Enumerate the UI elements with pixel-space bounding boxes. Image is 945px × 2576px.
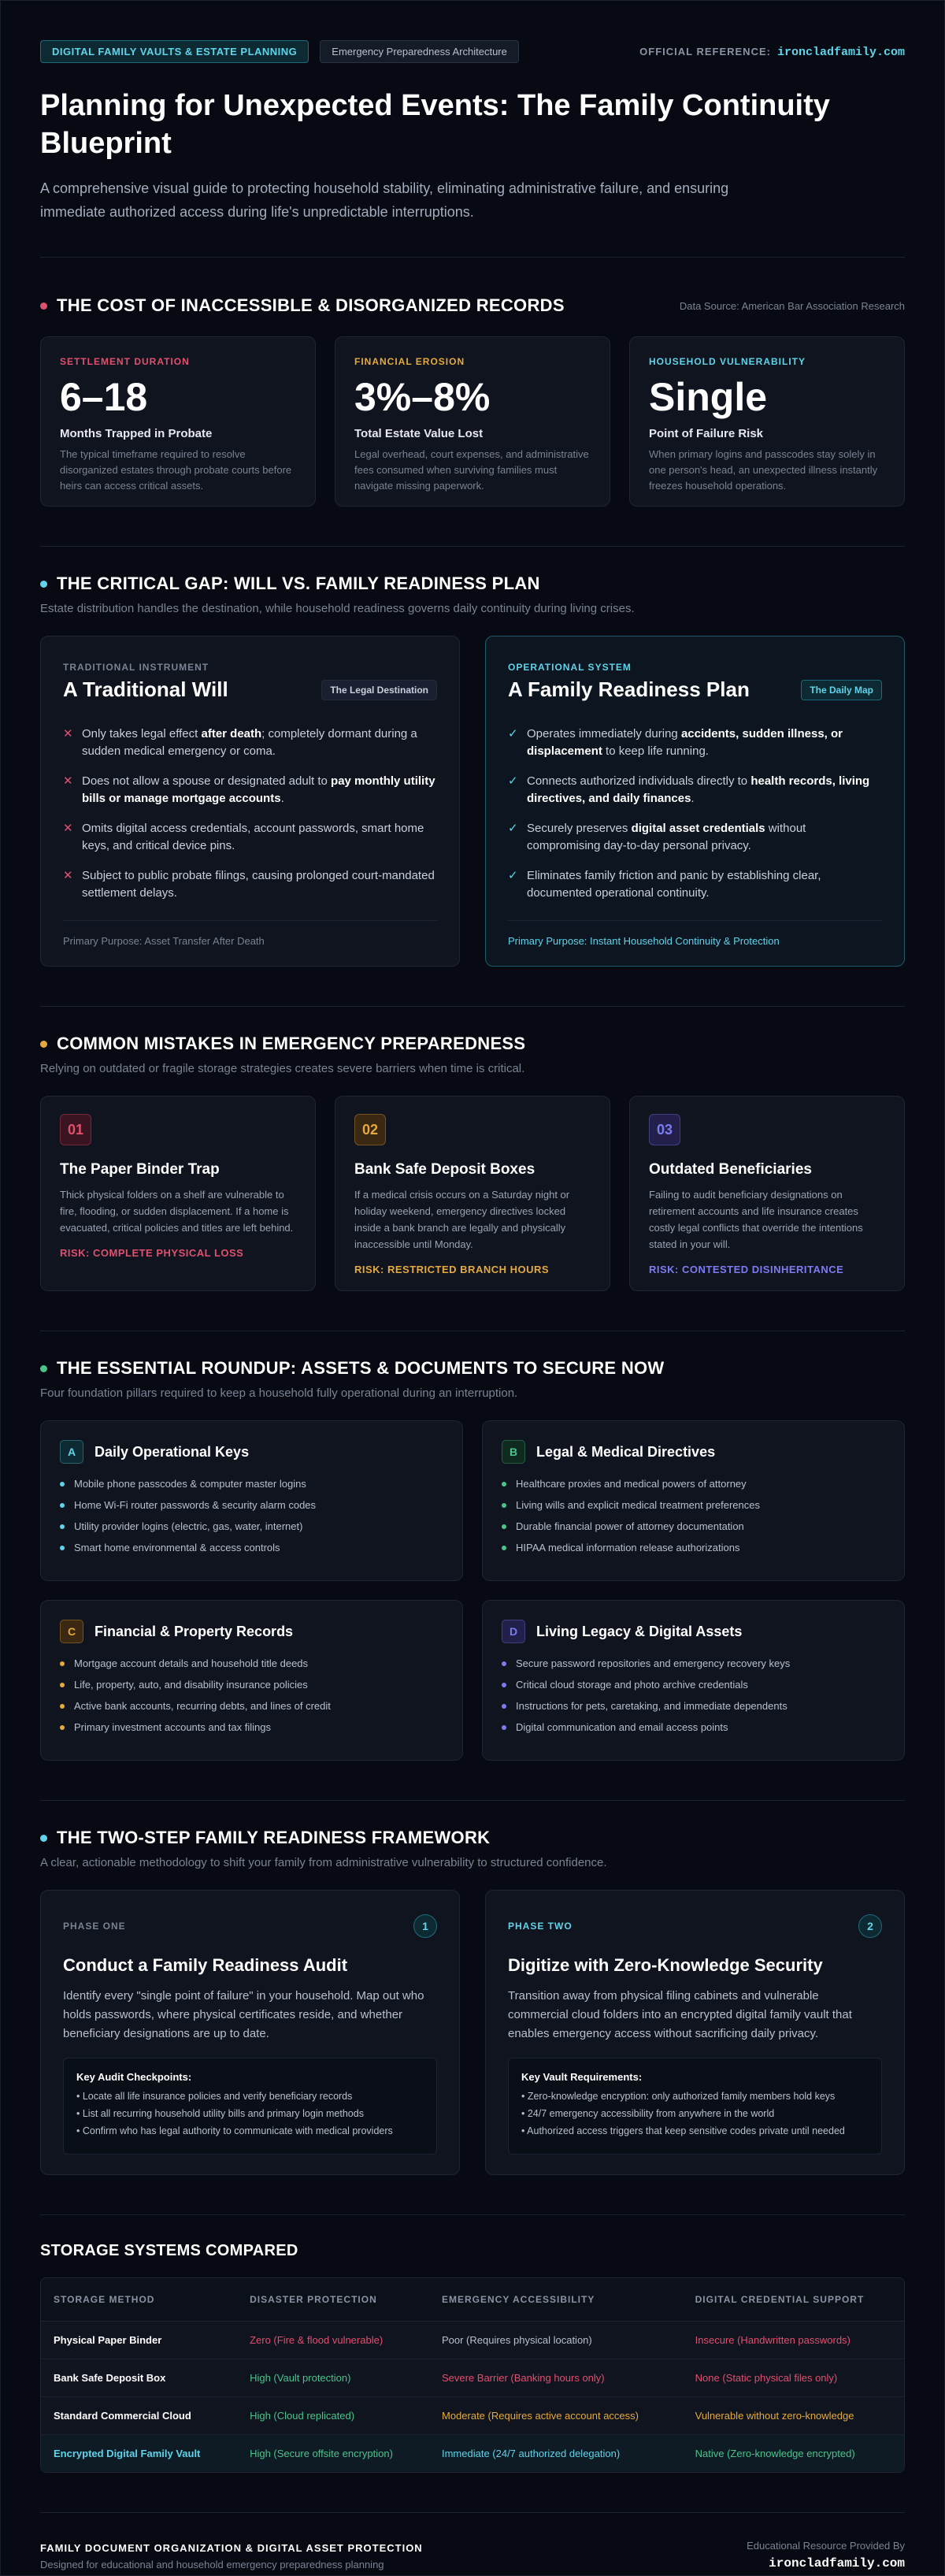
will-list [63, 726, 437, 902]
column-header: STORAGE METHOD [41, 2278, 237, 2322]
list-item-text: Active bank accounts, recurring debts, and lines of credit [74, 1700, 331, 1712]
list-item-text [82, 773, 437, 807]
roundup-section [40, 1358, 905, 1761]
check-icon: ✓ [508, 774, 518, 788]
list-item-text: Home Wi-Fi router passwords & security alarm codes [74, 1499, 317, 1511]
section-subtitle: Relying on outdated or fragile storage strategies creates severe barriers when time is critical. [40, 1062, 525, 1075]
checkpoint-list [76, 2089, 424, 2138]
bullet-dot-icon [40, 1835, 47, 1842]
bullet-dot-icon [60, 1661, 65, 1666]
bullet-dot-icon [60, 1725, 65, 1730]
check-icon: ✓ [508, 727, 518, 741]
list-item-text [527, 867, 882, 902]
table-row [41, 2397, 904, 2435]
category-tag: DIGITAL FAMILY VAULTS & ESTATE PLANNING [40, 40, 309, 63]
phase-kicker: PHASE TWO [508, 1921, 573, 1932]
card-footer: Primary Purpose: Instant Household Continuity & Protection [508, 920, 882, 947]
cross-icon: ✕ [63, 869, 73, 882]
list-item [508, 726, 882, 760]
list-item-text: Digital communication and email access points [516, 1721, 728, 1733]
stat-card [335, 336, 610, 507]
roundup-header [60, 1620, 443, 1643]
phase-number-badge: 1 [413, 1914, 437, 1938]
phase-description: Transition away from physical filing cabinets and vulnerable commercial cloud folders into an encrypted digital family vault that enables emergency access without sacrificing daily privacy. [508, 1989, 852, 2040]
list-item [502, 1721, 885, 1733]
roundup-title: Living Legacy & Digital Assets [536, 1623, 743, 1639]
cell-access: Severe Barrier (Banking hours only) [429, 2359, 683, 2397]
check-icon: ✓ [508, 869, 518, 882]
card-kicker: OPERATIONAL SYSTEM [508, 662, 632, 673]
card-tag: The Legal Destination [321, 680, 437, 700]
list-item [502, 1657, 885, 1669]
roundup-list [60, 1657, 443, 1733]
phase-description: Identify every "single point of failure" in your household. Map out who holds passwords, where physical certificates reside, and whether beneficiary designations are up to date. [63, 1989, 424, 2040]
checkpoint-item: • Authorized access triggers that keep sensitive codes private until needed [521, 2125, 845, 2136]
letter-badge: B [502, 1440, 525, 1464]
list-item-text [82, 726, 437, 760]
table-title: STORAGE SYSTEMS COMPARED [40, 2242, 298, 2259]
page-footer [40, 2540, 905, 2570]
text-part: Does not allow a spouse or designated adult to [82, 774, 332, 788]
list-item [60, 1542, 443, 1553]
bullet-dot-icon [60, 1524, 65, 1529]
text-part: . [691, 792, 695, 805]
bullet-dot-icon [60, 1546, 65, 1550]
bullet-dot-icon [40, 1041, 47, 1048]
official-reference: OFFICIAL REFERENCE: ironcladfamily.com [639, 45, 905, 59]
roundup-card [482, 1600, 905, 1761]
roundup-title: Legal & Medical Directives [536, 1443, 716, 1460]
list-item [63, 820, 437, 855]
page-subtitle: A comprehensive visual guide to protecting household stability, eliminating administrative failure, and ensuring immediate authorized access during life's unpredictable interruptions. [40, 180, 729, 220]
card-kicker: TRADITIONAL INSTRUMENT [63, 662, 209, 673]
text-emphasis: digital asset credentials [631, 822, 765, 835]
mistake-description: Thick physical folders on a shelf are vulnerable to fire, flooding, or sudden displacement. If a home is evacuated, critical policies and titles are left behind. [60, 1189, 294, 1234]
bullet-dot-icon [60, 1503, 65, 1508]
mistake-card [629, 1096, 905, 1291]
list-item [60, 1679, 443, 1691]
text-emphasis: health records, living directives, and daily finances [527, 774, 870, 805]
checkpoint-box [508, 2058, 882, 2155]
cell-access: Immediate (24/7 authorized delegation) [429, 2435, 683, 2473]
mistake-description: Failing to audit beneficiary designations on retirement accounts and life insurance creates costly legal conflicts that override the intentions stated in your will. [649, 1189, 863, 1250]
list-item-text: Healthcare proxies and medical powers of attorney [516, 1478, 747, 1490]
cost-section [40, 295, 905, 507]
footer-title: FAMILY DOCUMENT ORGANIZATION & DIGITAL ASSET PROTECTION [40, 2542, 423, 2554]
bullet-dot-icon [502, 1661, 506, 1666]
list-item-text [82, 820, 437, 855]
section-subtitle: A clear, actionable methodology to shift your family from administrative vulnerability to structured confidence. [40, 1856, 607, 1869]
traditional-will-card [40, 636, 460, 967]
list-item [502, 1700, 885, 1712]
number-badge: 02 [354, 1114, 386, 1145]
checkpoint-item: • Zero-knowledge encryption: only authorized family members hold keys [521, 2091, 836, 2102]
storage-table [40, 2277, 905, 2473]
stat-card [629, 336, 905, 507]
cell-disaster: High (Secure offsite encryption) [237, 2435, 429, 2473]
stat-value: 6–18 [60, 375, 148, 419]
column-header: DIGITAL CREDENTIAL SUPPORT [683, 2278, 904, 2322]
roundup-header [502, 1440, 885, 1464]
stat-label: Total Estate Value Lost [354, 427, 484, 440]
list-item-text [527, 820, 882, 855]
text-emphasis: pay monthly utility bills or manage mortgage accounts [82, 774, 435, 805]
mistake-title: Bank Safe Deposit Boxes [354, 1161, 536, 1178]
risk-label: RISK: CONTESTED DISINHERITANCE [649, 1264, 844, 1275]
framework-section [40, 1828, 905, 2175]
cell-access: Moderate (Requires active account access) [429, 2397, 683, 2435]
mistake-title: Outdated Beneficiaries [649, 1161, 812, 1178]
cell-method: Bank Safe Deposit Box [41, 2359, 237, 2397]
list-item-text: Mortgage account details and household title deeds [74, 1657, 309, 1669]
stat-card [40, 336, 316, 507]
checkpoint-box [63, 2058, 437, 2155]
section-title: THE CRITICAL GAP: WILL VS. FAMILY READINESS PLAN [40, 573, 905, 594]
section-title: THE ESSENTIAL ROUNDUP: ASSETS & DOCUMENTS TO SECURE NOW [40, 1358, 905, 1379]
phase-header [63, 1914, 437, 1938]
checkpoint-item: • List all recurring household utility bills and primary login methods [76, 2108, 364, 2119]
cell-disaster: Zero (Fire & flood vulnerable) [237, 2322, 429, 2359]
letter-badge: D [502, 1620, 525, 1643]
section-title: THE TWO-STEP FAMILY READINESS FRAMEWORK [40, 1828, 905, 1848]
list-item [502, 1520, 885, 1532]
text-part: Securely preserves [527, 822, 632, 835]
footer-brand-link[interactable]: ironcladfamily.com [769, 2556, 905, 2570]
list-item [508, 867, 882, 902]
section-subtitle: Four foundation pillars required to keep a household fully operational during an interruption. [40, 1386, 518, 1400]
cross-icon: ✕ [63, 822, 73, 835]
list-item [60, 1478, 443, 1490]
mistakes-section [40, 1034, 905, 1291]
letter-badge: A [60, 1440, 83, 1464]
bullet-dot-icon [40, 581, 47, 588]
roundup-header [60, 1440, 443, 1464]
mistake-title: The Paper Binder Trap [60, 1161, 220, 1178]
list-item-text [527, 773, 882, 807]
bullet-dot-icon [502, 1704, 506, 1709]
cell-digital: None (Static physical files only) [683, 2359, 904, 2397]
stat-kicker: FINANCIAL EROSION [354, 356, 465, 367]
text-emphasis: after death [201, 727, 262, 741]
section-subtitle: Estate distribution handles the destination, while household readiness governs daily continuity during living crises. [40, 602, 635, 615]
checkpoint-item: • Confirm who has legal authority to communicate with medical providers [76, 2125, 393, 2136]
mistake-card [335, 1096, 610, 1291]
bullet-dot-icon [502, 1725, 506, 1730]
card-title: A Traditional Will [63, 677, 228, 701]
reference-link[interactable]: ironcladfamily.com [776, 45, 905, 59]
list-item-text [82, 867, 437, 902]
checkpoint-item: • 24/7 emergency accessibility from anywhere in the world [521, 2108, 775, 2119]
checkpoint-title: Key Vault Requirements: [521, 2071, 643, 2083]
number-badge: 01 [60, 1114, 91, 1145]
phase-card [40, 1890, 460, 2175]
roundup-card [40, 1420, 463, 1581]
mistake-description: If a medical crisis occurs on a Saturday night or holiday weekend, emergency directives locked inside a bank branch are legally and physically inaccessible until Monday. [354, 1189, 570, 1250]
list-item-text: Primary investment accounts and tax filings [74, 1721, 271, 1733]
column-header: EMERGENCY ACCESSIBILITY [429, 2278, 683, 2322]
checkpoint-title: Key Audit Checkpoints: [76, 2071, 192, 2083]
page-title: Planning for Unexpected Events: The Family Continuity Blueprint [40, 89, 830, 160]
phase-title: Conduct a Family Readiness Audit [63, 1955, 348, 1975]
list-item [60, 1657, 443, 1669]
cell-digital: Vulnerable without zero-knowledge [683, 2397, 904, 2435]
cell-disaster: High (Cloud replicated) [237, 2397, 429, 2435]
risk-label: RISK: COMPLETE PHYSICAL LOSS [60, 1247, 244, 1259]
stat-description: Legal overhead, court expenses, and administrative fees consumed when surviving families must navigate missing paperwork. [354, 448, 589, 492]
phase-card [485, 1890, 905, 2175]
table-row [41, 2322, 904, 2359]
phase-title: Digitize with Zero-Knowledge Security [508, 1955, 823, 1975]
bullet-dot-icon [40, 1365, 47, 1372]
divider [40, 257, 905, 258]
card-footer: Primary Purpose: Asset Transfer After Death [63, 920, 437, 947]
list-item [502, 1542, 885, 1553]
storage-section [40, 2242, 905, 2473]
cell-access: Poor (Requires physical location) [429, 2322, 683, 2359]
text-part: to keep life running. [602, 744, 709, 758]
phase-header [508, 1914, 882, 1938]
card-tag: The Daily Map [801, 680, 882, 700]
stat-value: 3%–8% [354, 375, 491, 419]
cell-digital: Native (Zero-knowledge encrypted) [683, 2435, 904, 2473]
text-emphasis: accidents, sudden illness, or displacement [527, 727, 843, 758]
data-source: Data Source: American Bar Association Research [679, 299, 905, 312]
bullet-dot-icon [502, 1503, 506, 1508]
section-title: COMMON MISTAKES IN EMERGENCY PREPAREDNESS [40, 1034, 905, 1054]
list-item [60, 1520, 443, 1532]
text-part: Connects authorized individuals directly to [527, 774, 751, 788]
roundup-list [60, 1478, 443, 1553]
text-part: . [280, 792, 284, 805]
list-item [60, 1700, 443, 1712]
stat-description: When primary logins and passcodes stay solely in one person's head, an unexpected illness instantly freezes household operations. [649, 448, 878, 492]
list-item [508, 773, 882, 807]
topic-tag: Emergency Preparedness Architecture [320, 40, 519, 63]
phase-number-badge: 2 [858, 1914, 882, 1938]
gap-section [40, 573, 905, 967]
text-part: Omits digital access credentials, account passwords, smart home keys, and critical device pins. [82, 822, 424, 852]
list-item [508, 820, 882, 855]
checkpoint-list [521, 2089, 869, 2138]
list-item-text: Durable financial power of attorney documentation [516, 1520, 744, 1532]
stat-kicker: SETTLEMENT DURATION [60, 356, 190, 367]
stat-kicker: HOUSEHOLD VULNERABILITY [649, 356, 806, 367]
bullet-dot-icon [502, 1683, 506, 1687]
text-part: Only takes legal effect [82, 727, 202, 741]
list-item-text: Life, property, auto, and disability insurance policies [74, 1679, 308, 1691]
roundup-card [40, 1600, 463, 1761]
roundup-title: Financial & Property Records [94, 1623, 294, 1639]
text-part: without compromising day-to-day personal privacy. [527, 822, 806, 852]
column-header: DISASTER PROTECTION [237, 2278, 429, 2322]
list-item-text: Utility provider logins (electric, gas, water, internet) [74, 1520, 303, 1532]
table-row [41, 2435, 904, 2473]
cross-icon: ✕ [63, 774, 73, 788]
list-item [60, 1499, 443, 1511]
list-item-text: Critical cloud storage and photo archive credentials [516, 1679, 748, 1691]
text-part: Eliminates family friction and panic by establishing clear, documented operational continuity. [527, 869, 821, 900]
card-title: A Family Readiness Plan [508, 677, 750, 701]
list-item-text: Mobile phone passcodes & computer master logins [74, 1478, 306, 1490]
list-item-text: Smart home environmental & access controls [74, 1542, 280, 1553]
list-item [63, 867, 437, 902]
roundup-title: Daily Operational Keys [94, 1443, 250, 1460]
stat-description: The typical timeframe required to resolve disorganized estates through probate courts before heirs can access critical assets. [60, 448, 292, 492]
cell-method: Physical Paper Binder [41, 2322, 237, 2359]
bullet-dot-icon [60, 1482, 65, 1487]
footer-subtitle: Designed for educational and household emergency preparedness planning [40, 2559, 384, 2570]
list-item [502, 1478, 885, 1490]
bullet-dot-icon [502, 1524, 506, 1529]
text-part: ; completely dormant during a sudden medical emergency or coma. [82, 727, 417, 758]
list-item-text: Living wills and explicit medical treatment preferences [516, 1499, 760, 1511]
letter-badge: C [60, 1620, 83, 1643]
cell-method: Encrypted Digital Family Vault [41, 2435, 237, 2473]
phase-kicker: PHASE ONE [63, 1921, 126, 1932]
text-part: Operates immediately during [527, 727, 681, 741]
risk-label: RISK: RESTRICTED BRANCH HOURS [354, 1264, 550, 1275]
bullet-dot-icon [60, 1704, 65, 1709]
bullet-dot-icon [502, 1546, 506, 1550]
cell-digital: Insecure (Handwritten passwords) [683, 2322, 904, 2359]
mistake-card [40, 1096, 316, 1291]
roundup-header [502, 1620, 885, 1643]
number-badge: 03 [649, 1114, 680, 1145]
readiness-plan-card [485, 636, 905, 967]
section-title: THE COST OF INACCESSIBLE & DISORGANIZED RECORDS [40, 295, 565, 316]
list-item-text [527, 726, 882, 760]
cell-method: Standard Commercial Cloud [41, 2397, 237, 2435]
stat-value: Single [649, 375, 768, 419]
list-item [502, 1679, 885, 1691]
stat-label: Months Trapped in Probate [60, 427, 213, 440]
cell-disaster: High (Vault protection) [237, 2359, 429, 2397]
top-bar [40, 1, 905, 63]
bullet-dot-icon [60, 1683, 65, 1687]
list-item [63, 773, 437, 807]
list-item [502, 1499, 885, 1511]
list-item [60, 1721, 443, 1733]
list-item-text: HIPAA medical information release authorizations [516, 1542, 740, 1553]
text-part: Subject to public probate filings, causing prolonged court-mandated settlement delays. [82, 869, 435, 900]
bullet-dot-icon [40, 303, 47, 310]
roundup-list [502, 1657, 885, 1733]
roundup-list [502, 1478, 885, 1553]
cross-icon: ✕ [63, 727, 73, 741]
list-item [63, 726, 437, 760]
check-icon: ✓ [508, 822, 518, 835]
list-item-text: Secure password repositories and emergency recovery keys [516, 1657, 791, 1669]
stat-label: Point of Failure Risk [649, 427, 764, 440]
footer-provided-by: Educational Resource Provided By [747, 2540, 905, 2552]
list-item-text: Instructions for pets, caretaking, and immediate dependents [516, 1700, 788, 1712]
plan-list [508, 726, 882, 902]
bullet-dot-icon [502, 1482, 506, 1487]
roundup-card [482, 1420, 905, 1581]
checkpoint-item: • Locate all life insurance policies and verify beneficiary records [76, 2091, 353, 2102]
table-row [41, 2359, 904, 2397]
